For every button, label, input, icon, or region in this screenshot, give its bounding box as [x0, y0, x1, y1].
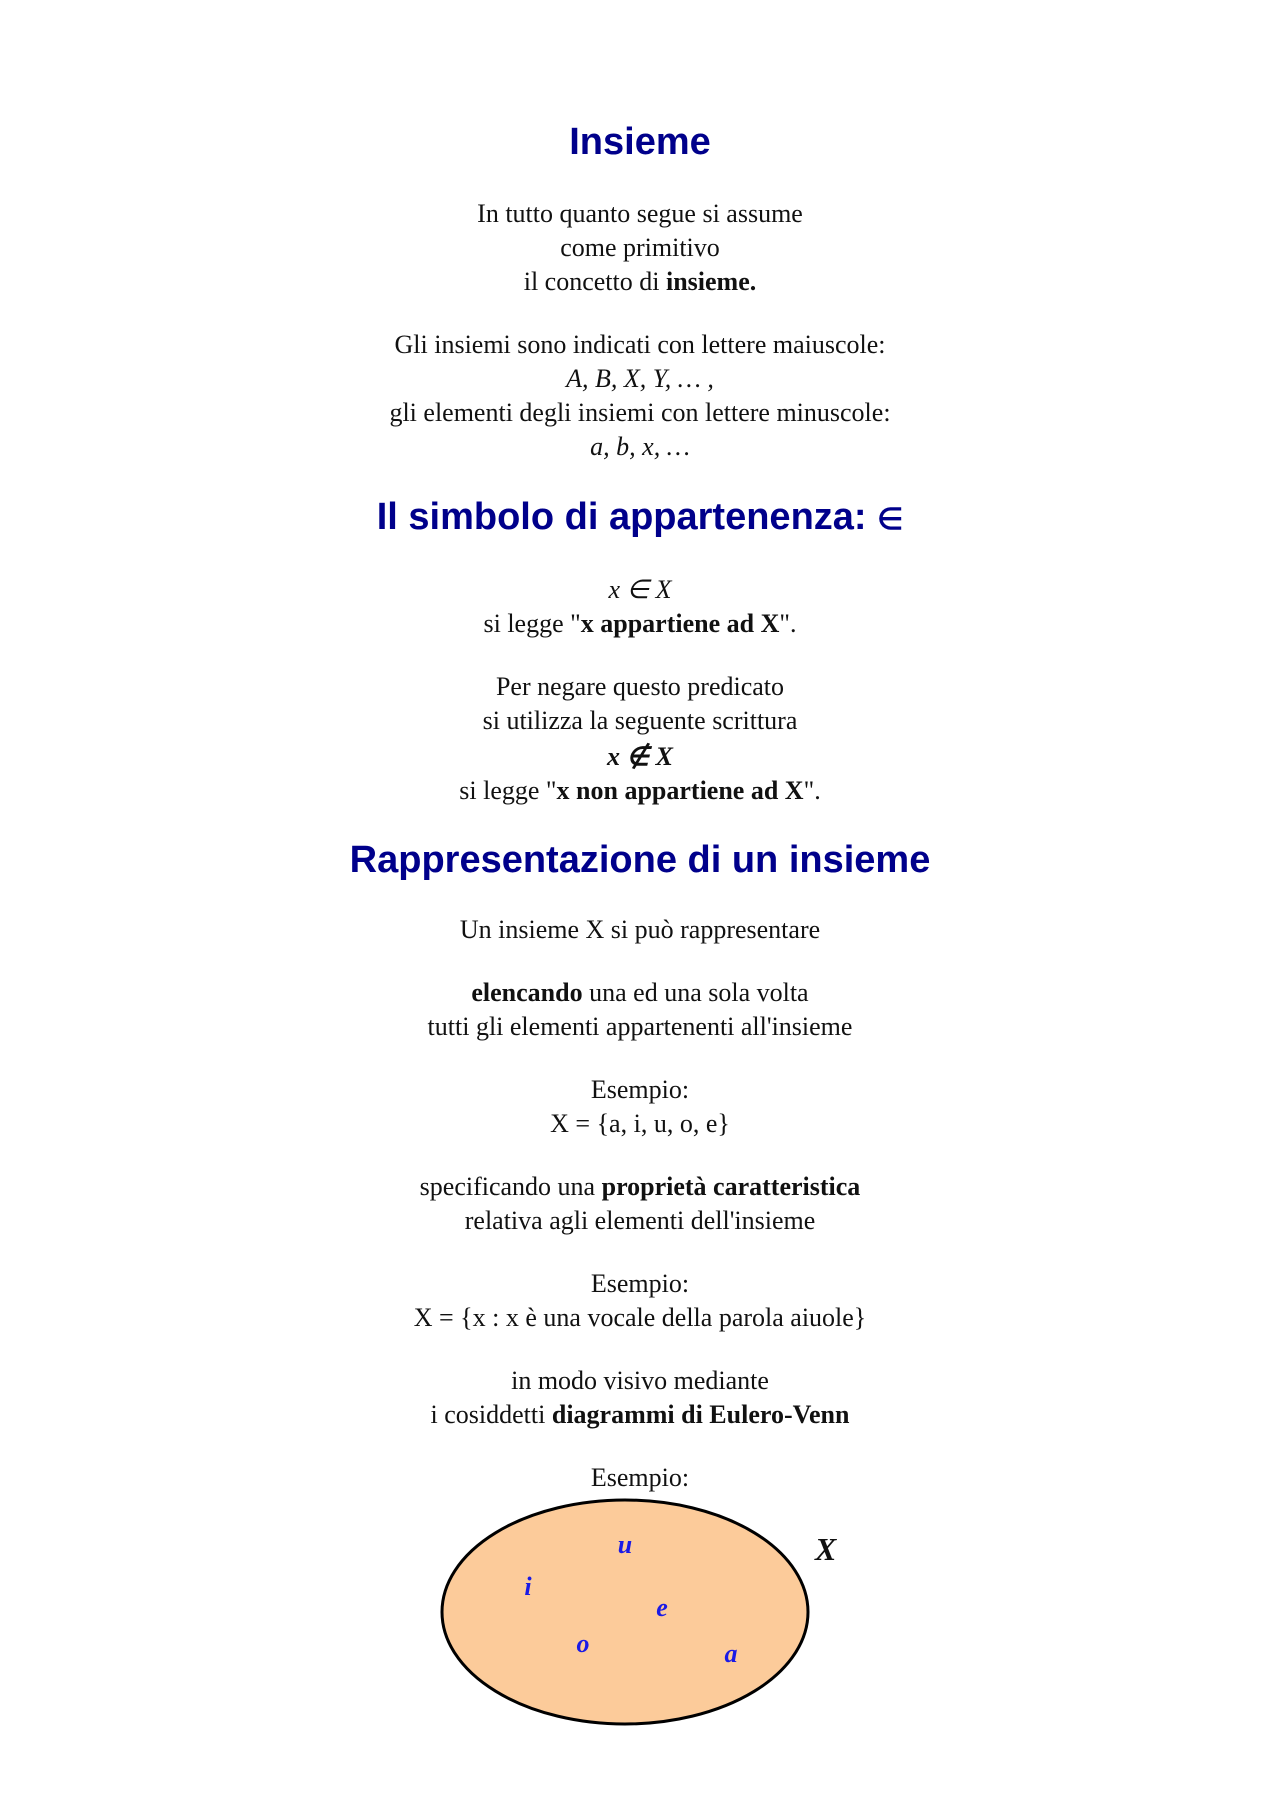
method3-pre: i cosiddetti — [430, 1400, 552, 1429]
negation-formula: x ∉ X — [607, 742, 673, 771]
method2-bold: proprietà caratteristica — [601, 1172, 861, 1201]
venn-element-i: i — [524, 1572, 532, 1601]
negation-line-1: Per negare questo predicato — [495, 672, 785, 701]
example3-label: Esempio: — [590, 1463, 690, 1492]
venn-element-a: a — [724, 1639, 738, 1668]
element-of-symbol: ∈ — [877, 503, 904, 536]
neg-reading-prefix: si legge " — [459, 776, 557, 805]
intro-line-2: come primitivo — [560, 233, 720, 262]
neg-reading-bold: x non appartiene ad X — [556, 776, 804, 805]
reading-prefix: si legge " — [483, 609, 581, 638]
method2-line-2: relativa agli elementi dell'insieme — [464, 1206, 816, 1235]
neg-reading-suffix: ". — [803, 776, 821, 805]
heading-appartenenza-text: Il simbolo di appartenenza: — [376, 496, 878, 538]
method1-rest: una ed una sola volta — [582, 978, 809, 1007]
intro-bold-insieme: insieme. — [665, 267, 757, 296]
membership-formula: x ∈ X — [608, 575, 672, 604]
venn-element-o: o — [576, 1629, 590, 1658]
sets-examples: A, B, X, Y, … , — [566, 364, 714, 393]
elements-examples: a, b, x, … — [590, 432, 690, 461]
reading-bold: x appartiene ad X — [580, 609, 780, 638]
method1-line-2: tutti gli elementi appartenenti all'insieme — [427, 1012, 853, 1041]
method2-pre: specificando una — [419, 1172, 602, 1201]
representation-intro: Un insieme X si può rappresentare — [459, 915, 821, 944]
example2-formula: X = {x : x è una vocale della parola aiuole} — [413, 1303, 867, 1332]
example1-formula: X = {a, i, u, o, e} — [550, 1109, 730, 1138]
venn-element-e: e — [656, 1593, 668, 1622]
sets-notation-line: Gli insiemi sono indicati con lettere maiuscole: — [394, 330, 886, 359]
negation-line-2: si utilizza la seguente scrittura — [482, 706, 798, 735]
elements-notation-line: gli elementi degli insiemi con lettere minuscole: — [389, 398, 891, 427]
reading-suffix: ". — [779, 609, 797, 638]
method3-bold: diagrammi di Eulero-Venn — [551, 1400, 850, 1429]
venn-element-u: u — [617, 1530, 633, 1559]
intro-line-1: In tutto quanto segue si assume — [477, 199, 803, 228]
intro-text: il concetto di — [523, 267, 666, 296]
venn-set-label: X — [815, 1531, 837, 1567]
heading-rappresentazione: Rappresentazione di un insieme — [349, 839, 931, 881]
example1-label: Esempio: — [590, 1075, 690, 1104]
method3-line-1: in modo visivo mediante — [511, 1366, 769, 1395]
method1-bold: elencando — [471, 978, 583, 1007]
heading-insieme: Insieme — [569, 121, 711, 163]
example2-label: Esempio: — [590, 1269, 690, 1298]
